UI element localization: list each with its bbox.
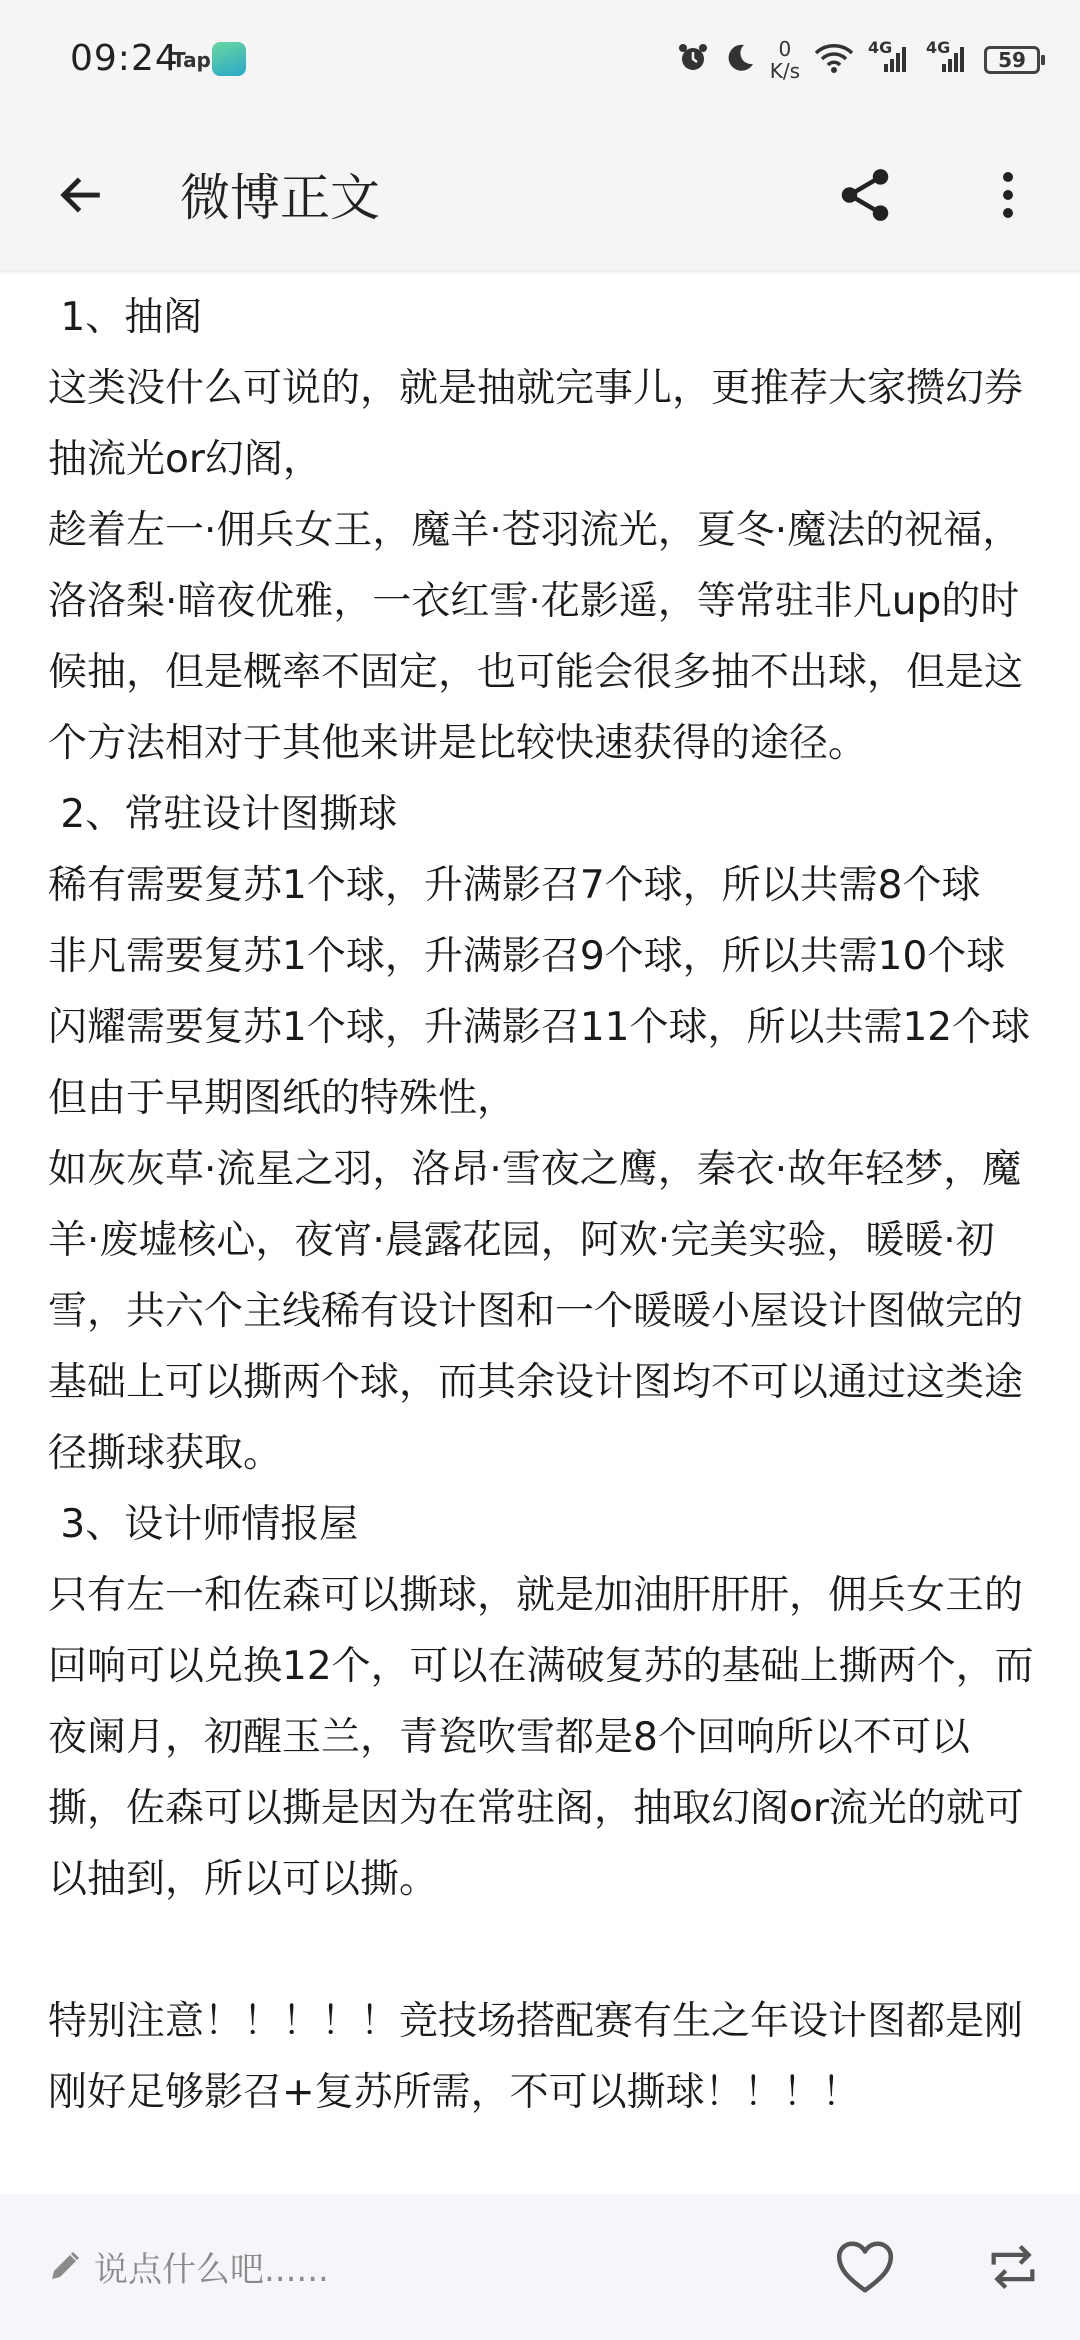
network-speed-value: 0 bbox=[778, 37, 792, 61]
repost-icon bbox=[984, 2238, 1042, 2296]
article-paragraph: 3、设计师情报屋 bbox=[48, 1502, 359, 1547]
article-blank-line bbox=[48, 1915, 1038, 1986]
more-vertical-icon bbox=[998, 167, 1018, 223]
status-icons bbox=[676, 30, 1040, 90]
share-button[interactable] bbox=[830, 160, 900, 230]
page-title: 微博正文 bbox=[180, 169, 380, 227]
back-button[interactable] bbox=[50, 165, 110, 225]
heart-icon bbox=[834, 2238, 896, 2296]
network-speed-unit: K/s bbox=[769, 59, 800, 83]
article-paragraph: 但由于早期图纸的特殊性， bbox=[48, 1076, 517, 1121]
article-paragraph: 非凡需要复苏1个球，升满影召9个球，所以共需10个球 bbox=[48, 934, 1006, 979]
battery-icon bbox=[984, 46, 1040, 74]
app-notification-icon bbox=[212, 42, 246, 76]
bottom-action-bar bbox=[0, 2194, 1080, 2340]
network-speed bbox=[770, 38, 800, 82]
article-paragraph: 2、常驻设计图撕球 bbox=[48, 792, 398, 837]
tap-app-label: Tap bbox=[172, 48, 211, 72]
article-paragraph: 闪耀需要复苏1个球，升满影召11个球，所以共需12个球 bbox=[48, 1005, 1031, 1050]
article-paragraph: 只有左一和佐森可以撕球，就是加油肝肝肝，佣兵女王的回响可以兑换12个，可以在满破复苏的基础上撕两个，而夜阑月，初醒玉兰，青瓷吹雪都是8个回响所以不可以撕，佐森可以撕是因为在常驻阁，抽取幻阁or流光的就可以抽到，所以可以撕。 bbox=[48, 1573, 1034, 1902]
app-bar bbox=[0, 120, 1080, 270]
article-paragraph: 如灰灰草·流星之羽，洛昂·雪夜之鹰，秦衣·故年轻梦，魔羊·废墟核心，夜宵·晨露花园，阿欢·完美实验，暖暖·初雪，共六个主线稀有设计图和一个暖暖小屋设计图做完的基础上可以撕两个球，而其余设计图均不可以通过这类途径撕球获取。 bbox=[48, 1147, 1024, 1476]
article-paragraph: 趁着左一·佣兵女王，魔羊·苍羽流光，夏冬·魔法的祝福，洛洛梨·暗夜优雅，一衣红雪·花影遥，等常驻非凡up的时候抽，但是概率不固定，也可能会很多抽不出球，但是这个方法相对于其他来讲是比较快速获得的途径。 bbox=[48, 508, 1024, 766]
weibo-article-body bbox=[48, 282, 1038, 2128]
status-time: 09:24 bbox=[70, 38, 179, 79]
article-paragraph: 1、抽阁 bbox=[48, 295, 203, 340]
pencil-icon bbox=[48, 2249, 82, 2283]
article-paragraph: 稀有需要复苏1个球，升满影召7个球，所以共需8个球 bbox=[48, 863, 981, 908]
article-paragraph: 特别注意！！！！！竞技场搭配赛有生之年设计图都是刚刚好足够影召+复苏所需，不可以撕球！！！！ bbox=[48, 1999, 1024, 2115]
moon-icon bbox=[724, 42, 756, 78]
comment-placeholder: 说点什么吧...... bbox=[94, 2249, 329, 2290]
arrow-left-icon bbox=[54, 169, 106, 221]
article-paragraph: 这类没什么可说的，就是抽就完事儿，更推荐大家攒幻券抽流光or幻阁， bbox=[48, 366, 1024, 482]
comment-input[interactable] bbox=[48, 2236, 329, 2296]
cellular-signal-icon-2 bbox=[926, 38, 970, 78]
repost-button[interactable] bbox=[978, 2232, 1048, 2302]
wifi-icon bbox=[814, 42, 854, 78]
signal1-label: 4G bbox=[868, 38, 893, 57]
battery-level: 59 bbox=[998, 48, 1026, 72]
signal2-label: 4G bbox=[926, 38, 951, 57]
cellular-signal-icon bbox=[868, 38, 912, 78]
alarm-icon bbox=[676, 41, 710, 79]
share-icon bbox=[834, 164, 896, 226]
like-button[interactable] bbox=[830, 2232, 900, 2302]
more-button[interactable] bbox=[978, 160, 1038, 230]
status-bar bbox=[0, 0, 1080, 120]
